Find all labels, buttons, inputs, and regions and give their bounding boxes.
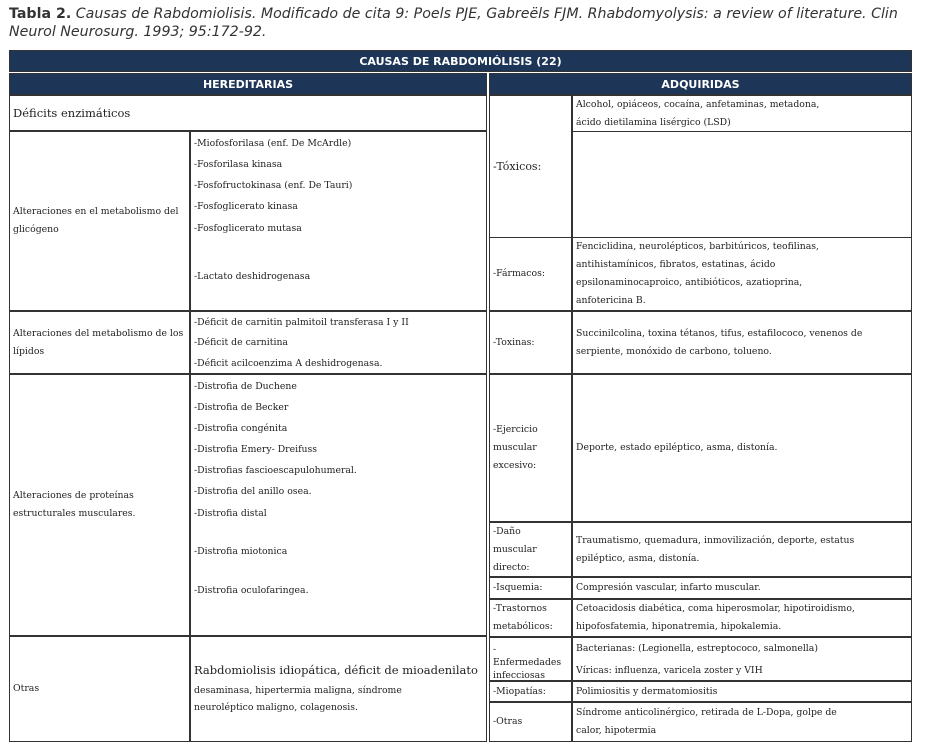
otras-adq-value: Síndrome anticolinérgico, retirada de L-Dopa, golpe de calor, hipotermia bbox=[576, 707, 837, 736]
list-item: -Fosforilasa kinasa bbox=[194, 159, 283, 170]
farmacos-value-cell bbox=[572, 237, 912, 311]
proteinas-items-cell bbox=[190, 374, 487, 636]
otras-hered-rest: desaminasa, hipertermia maligna, síndrome neuroléptico maligno, colagenosis. bbox=[194, 685, 402, 713]
list-item: -Distrofia congénita bbox=[194, 423, 288, 434]
dano-value: Traumatismo, quemadura, inmovilización, deporte, estatus epiléptico, asma, distonía. bbox=[576, 534, 855, 564]
list-item: -Lactato deshidrogenasa bbox=[194, 271, 311, 282]
infecciosas-viricas: Víricas: influenza, varicela zoster y VIH bbox=[576, 665, 763, 676]
list-item: -Distrofia de Becker bbox=[194, 402, 289, 413]
isquemia-label: -Isquemia: bbox=[493, 582, 543, 593]
ejercicio-value-cell bbox=[572, 374, 912, 522]
toxinas-value: Succinilcolina, toxina tétanos, tifus, estafilococo, venenos de serpiente, monóxido de carbono, tolueno. bbox=[576, 327, 863, 357]
list-item: -Déficit de carnitina bbox=[194, 337, 288, 348]
table-caption bbox=[9, 5, 921, 41]
caption-text: Causas de Rabdomiolisis. Modificado de cita 9: Poels PJE, Gabreëls FJM. Rhabdomyolysis: a review of literature. Clin Neurol Neurosurg. 1993; 95:172-92. bbox=[9, 6, 898, 40]
deficits-enzimaticos-label: Déficits enzimáticos bbox=[13, 106, 131, 120]
list-item: -Déficit acilcoenzima A deshidrogenasa. bbox=[194, 358, 383, 369]
otras-adq-label-cell bbox=[489, 702, 572, 742]
proteinas-label: Alteraciones de proteínas estructurales musculares. bbox=[13, 490, 136, 519]
list-item: -Fosfoglicerato mutasa bbox=[194, 223, 302, 234]
toxicos-blank-cell bbox=[572, 131, 912, 238]
lipidos-label: Alteraciones del metabolismo de los lípidos bbox=[13, 327, 184, 357]
list-item: -Distrofia distal bbox=[194, 508, 267, 519]
list-item: -Distrofia miotonica bbox=[194, 546, 288, 557]
header-hereditarias: HEREDITARIAS bbox=[9, 73, 487, 95]
glucogeno-label: Alteraciones en el metabolismo del glicógeno bbox=[13, 206, 179, 235]
list-item: -Miofosforilasa (enf. De McArdle) bbox=[194, 138, 352, 149]
trastornos-value: Cetoacidosis diabética, coma hiperosmolar, hipotiroidismo, hipofosfatemia, hiponatremia, hipokalemia. bbox=[576, 603, 855, 632]
dano-label-cell bbox=[489, 522, 572, 577]
miopatias-value: Polimiositis y dermatomiositis bbox=[576, 685, 718, 697]
toxinas-value-cell bbox=[572, 311, 912, 374]
list-item: -Distrofias fascioescapulohumeral. bbox=[194, 465, 357, 476]
toxicos-label-cell bbox=[489, 95, 572, 238]
isquemia-value: Compresión vascular, infarto muscular. bbox=[576, 582, 761, 593]
otras-hered-content-cell bbox=[190, 636, 487, 742]
miopatias-label: -Miopatías: bbox=[493, 685, 546, 697]
isquemia-value-cell bbox=[572, 577, 912, 599]
trastornos-label: -Trastornos metabólicos: bbox=[493, 603, 553, 632]
header-adquiridas: ADQUIRIDAS bbox=[489, 73, 912, 95]
trastornos-value-cell bbox=[572, 599, 912, 637]
infecciosas-label-cell bbox=[489, 637, 572, 681]
toxicos-value: Alcohol, opiáceos, cocaína, anfetaminas, metadona, ácido dietilamina lisérgico (LSD) bbox=[576, 99, 820, 128]
ejercicio-label: -Ejercicio muscular excesivo: bbox=[493, 424, 538, 471]
infecciosas-bacterianas: Bacterianas: (Legionella, estreptococo, salmonella) bbox=[576, 643, 818, 654]
otras-adq-label: -Otras bbox=[493, 716, 523, 727]
deficits-enzimaticos-cell bbox=[9, 95, 487, 131]
lipidos-label-cell bbox=[9, 311, 190, 374]
infecciosas-label: - Enfermedades infecciosas bbox=[493, 644, 562, 681]
list-item: -Fosfofructokinasa (enf. De Tauri) bbox=[194, 180, 353, 191]
caption-label: Tabla 2. bbox=[9, 6, 72, 22]
otras-hered-main: Rabdomiolisis idiopática, déficit de mioadenilato bbox=[194, 663, 478, 677]
dano-label: -Daño muscular directo: bbox=[493, 525, 537, 573]
proteinas-label-cell bbox=[9, 374, 190, 636]
glucogeno-items-cell bbox=[190, 131, 487, 311]
isquemia-label-cell bbox=[489, 577, 572, 599]
list-item: -Distrofia del anillo osea. bbox=[194, 486, 312, 497]
farmacos-value: Fenciclidina, neurolépticos, barbitúricos, teofilinas, antihistamínicos, fibratos, estatinas, ácido epsilonaminocaproico, antibióticos, azatioprina, anfotericina B. bbox=[576, 241, 819, 306]
farmacos-label-cell bbox=[489, 237, 572, 311]
list-item: -Distrofia oculofaringea. bbox=[194, 585, 309, 596]
toxinas-label: -Toxinas: bbox=[493, 336, 535, 348]
miopatias-value-cell bbox=[572, 681, 912, 702]
list-item: -Déficit de carnitin palmitoil transferasa I y II bbox=[194, 317, 409, 328]
list-item: -Distrofia Emery- Dreifuss bbox=[194, 444, 318, 455]
infecciosas-value-cell bbox=[572, 637, 912, 681]
ejercicio-value: Deporte, estado epiléptico, asma, distonía. bbox=[576, 442, 778, 453]
otras-adq-value-cell bbox=[572, 702, 912, 742]
list-item: -Fosfoglicerato kinasa bbox=[194, 201, 298, 212]
farmacos-label: -Fármacos: bbox=[493, 268, 546, 279]
toxinas-label-cell bbox=[489, 311, 572, 374]
table-title: CAUSAS DE RABDOMIÓLISIS (22) bbox=[9, 50, 912, 72]
toxicos-value-cell bbox=[572, 95, 912, 132]
otras-hered-label-cell bbox=[9, 636, 190, 742]
ejercicio-label-cell bbox=[489, 374, 572, 522]
otras-hered-label: Otras bbox=[13, 683, 40, 694]
list-item: -Distrofia de Duchene bbox=[194, 381, 297, 392]
lipidos-items-cell bbox=[190, 311, 487, 374]
trastornos-label-cell bbox=[489, 599, 572, 637]
miopatias-label-cell bbox=[489, 681, 572, 702]
toxicos-label: -Tóxicos: bbox=[493, 159, 542, 173]
dano-value-cell bbox=[572, 522, 912, 577]
glucogeno-label-cell bbox=[9, 131, 190, 311]
